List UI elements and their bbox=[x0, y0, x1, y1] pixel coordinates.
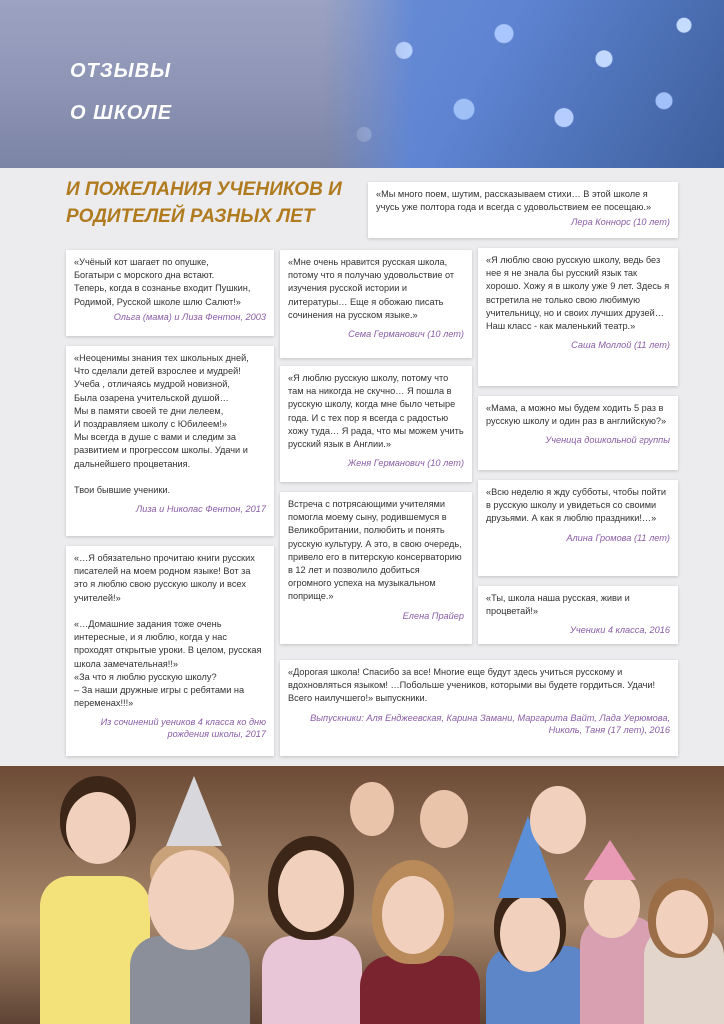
testimonial-card bbox=[478, 248, 678, 386]
testimonial-card bbox=[368, 182, 678, 238]
forget-me-not-flowers-image bbox=[324, 0, 724, 168]
testimonial-card bbox=[66, 250, 274, 336]
section-heading-line1: И ПОЖЕЛАНИЯ УЧЕНИКОВ И bbox=[66, 179, 342, 200]
testimonial-author: Ученики 4 класса, 2016 bbox=[569, 625, 670, 636]
testimonial-author: Из сочинений уеников 4 класса ко дню рождения школы, 2017 bbox=[100, 717, 266, 740]
testimonial-author: Саша Моллой (11 лет) bbox=[571, 340, 670, 351]
testimonial-card bbox=[280, 492, 472, 644]
testimonial-card bbox=[66, 346, 274, 536]
testimonial-text: Встреча с потрясающими учителями помогла моему сыну, родившемуся в Великобритании, полюбить и понять русскую культуру. А это, в свою очередь, привело его в питерскую консерваторию в 12 лет и позволило добиться огромного успеха на музыкальном поприще.» bbox=[288, 499, 462, 602]
testimonial-card bbox=[66, 546, 274, 756]
testimonial-author: Елена Прайер bbox=[402, 610, 464, 621]
testimonial-text: «Неоценимы знания тех школьных дней, Что сделали детей взрослее и мудрей! Учеба , отличаясь мудрой новизной, Была озарена учительской душой… Мы в памяти своей те дни лелеем, И поздравляем школу с Юбилеем!» Мы всегда в душе с вами и следим за развитием и прогрессом школы. Удачи и дальнейшего процветания. Твои бывшие ученики. bbox=[74, 353, 249, 496]
children-costume-photo bbox=[0, 766, 724, 1024]
testimonial-author: Алина Громова (11 лет) bbox=[566, 532, 670, 543]
section-heading bbox=[66, 176, 366, 230]
section-heading-line2: РОДИТЕЛЕЙ РАЗНЫХ ЛЕТ bbox=[66, 206, 315, 227]
testimonial-card bbox=[280, 366, 472, 482]
testimonial-text: «Мне очень нравится русская школа, потому что я получаю удовольствие от изучения русской истории и литературы… Еще я обожаю писать сочинения на русском языке.» bbox=[288, 257, 455, 320]
page-title-line1: ОТЗЫВЫ bbox=[70, 60, 172, 82]
testimonial-author: Лиза и Николас Фентон, 2017 bbox=[135, 504, 266, 515]
testimonial-author: Лера Коннорс (10 лет) bbox=[571, 217, 670, 228]
testimonial-author: Ольга (мама) и Лиза Фентон, 2003 bbox=[113, 311, 266, 322]
testimonial-text: «Я люблю свою русскую школу, ведь без нее я не знала бы русский язык так хорошо. Хожу я в школу уже 9 лет. Здесь я встретила не только свою любимую учительницу, но и своих лучших друзей… Наш класс - как маленький театр.» bbox=[486, 255, 670, 332]
testimonial-card bbox=[280, 660, 678, 756]
testimonial-author: Ученица дошкольной группы bbox=[545, 435, 670, 446]
header-banner bbox=[0, 0, 724, 168]
testimonial-text: «Мама, а можно мы будем ходить 5 раз в русскую школу и один раз в английскую?» bbox=[486, 403, 667, 427]
testimonial-text: «…Я обязательно прочитаю книги русских писателей на моем родном языке! Вот за это я люблю свою русскую школу и всех учителей!» «…Домашние задания тоже очень интересные, и я люблю, когда у нас проходят открытые уроки. В целом, русская школа замечательная!!» «За что я люблю русскую школу? – За наши дружные игры с ребятами на переменах!!!» bbox=[74, 553, 262, 709]
page-title bbox=[70, 50, 172, 134]
testimonial-text: «Дорогая школа! Спасибо за все! Многие еще будут здесь учиться русскому и вдохновляться языком! …Побольше учеников, которыми вы будете гордиться. Удачи! Всего наилучшего!» выпускники. bbox=[288, 667, 656, 704]
testimonial-card bbox=[478, 396, 678, 470]
testimonial-card bbox=[280, 250, 472, 358]
testimonial-author: Выпускники: Аля Енджеевская, Карина Замани, Маргарита Вайт, Лада Уерюмова, Николь, Таня (17 лет), 2016 bbox=[310, 712, 670, 735]
testimonial-author: Сема Германович (10 лет) bbox=[348, 329, 464, 340]
testimonial-author: Женя Германович (10 лет) bbox=[347, 458, 464, 469]
testimonial-text: «Мы много поем, шутим, рассказываем стихи… В этой школе я учусь уже полтора года и всегда с удовольствием ее посещаю.» bbox=[376, 189, 652, 213]
testimonial-card bbox=[478, 586, 678, 644]
testimonial-text: «Учёный кот шагает по опушке, Богатыри с морского дна встают. Теперь, когда в сознанье входит Пушкин, Родимой, Русской школе шлю Салют!» bbox=[74, 257, 251, 307]
testimonial-text: «Ты, школа наша русская, живи и процветай!» bbox=[486, 593, 630, 617]
testimonial-card bbox=[478, 480, 678, 576]
page-title-line2: О ШКОЛЕ bbox=[70, 102, 173, 124]
testimonial-text: «Всю неделю я жду субботы, чтобы пойти в русскую школу и увидеться со своими друзьями. А как я люблю праздники!…» bbox=[486, 487, 667, 524]
testimonial-text: «Я люблю русскую школу, потому что там на никогда не скучно… Я пошла в русскую школу, когда мне было четыре года. И с тех пор я всегда с радостью хожу туда… Я рада, что мы можем учить русский язык в Англии.» bbox=[288, 373, 464, 450]
